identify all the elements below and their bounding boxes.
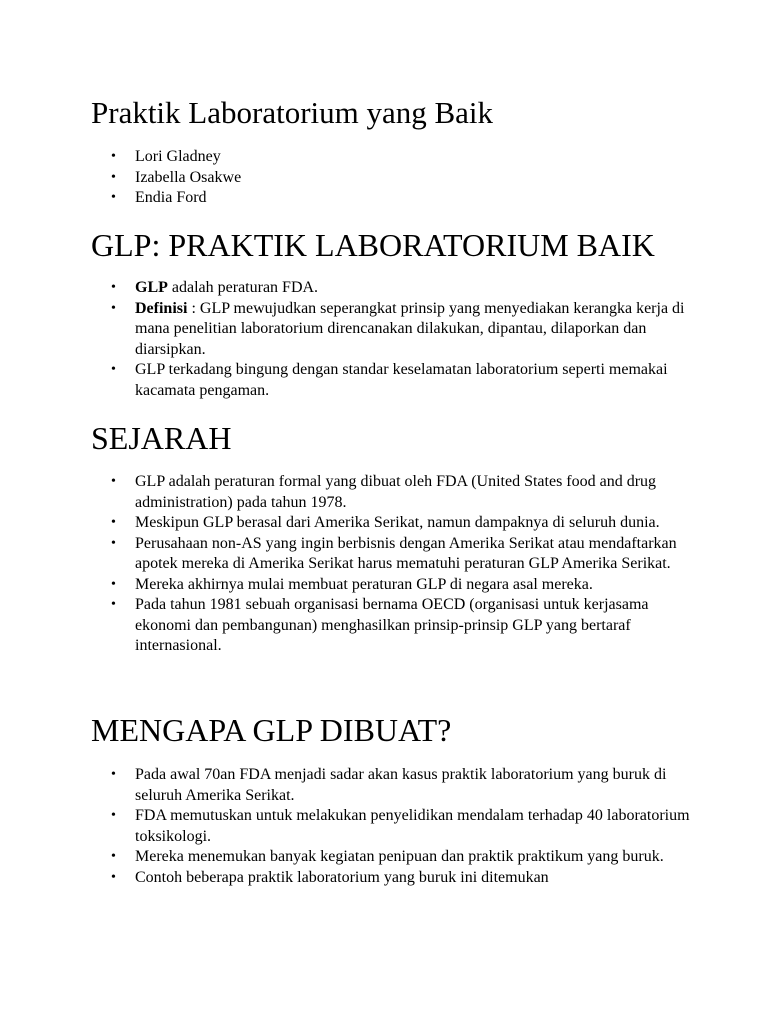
list-item-text: : GLP mewujudkan seperangkat prinsip yang menyediakan kerangka kerja di mana penelitian laboratorium direncanakan dilakukan, dipantau, dilaporkan dan diarsipkan.	[135, 299, 685, 358]
section-heading-glp: GLP: PRAKTIK LABORATORIUM BAIK	[91, 227, 655, 263]
list-item: • FDA memutuskan untuk melakukan penyelidikan mendalam terhadap 40 laboratorium toksikologi.	[91, 806, 691, 847]
mengapa-list	[91, 765, 691, 888]
author-item: • Izabella Osakwe	[91, 168, 241, 189]
list-item: • Meskipun GLP berasal dari Amerika Serikat, namun dampaknya di seluruh dunia.	[91, 513, 691, 534]
list-item	[91, 299, 691, 361]
glp-list	[91, 278, 691, 401]
list-item: • Contoh beberapa praktik laboratorium yang buruk ini ditemukan	[91, 868, 691, 889]
list-item: • GLP adalah peraturan formal yang dibuat oleh FDA (United States food and drug administration) pada tahun 1978.	[91, 472, 691, 513]
list-item: • Pada tahun 1981 sebuah organisasi bernama OECD (organisasi untuk kerjasama ekonomi dan pembangunan) menghasilkan prinsip-prinsip GLP yang bertaraf internasional.	[91, 595, 691, 657]
section-heading-mengapa: MENGAPA GLP DIBUAT?	[91, 712, 452, 748]
list-item: • Mereka menemukan banyak kegiatan penipuan dan praktik praktikum yang buruk.	[91, 847, 691, 868]
list-item: • Perusahaan non-AS yang ingin berbisnis dengan Amerika Serikat atau mendaftarkan apotek mereka di Amerika Serikat harus mematuhi peraturan GLP Amerika Serikat.	[91, 534, 691, 575]
sejarah-list	[91, 472, 691, 657]
list-item: • Mereka akhirnya mulai membuat peraturan GLP di negara asal mereka.	[91, 575, 691, 596]
list-item	[91, 278, 691, 299]
list-item-text: adalah peraturan FDA.	[167, 279, 319, 296]
list-item-lead: Definisi	[135, 299, 188, 317]
list-item: • Pada awal 70an FDA menjadi sadar akan kasus praktik laboratorium yang buruk di seluruh Amerika Serikat.	[91, 765, 691, 806]
list-item-text: GLP terkadang bingung dengan standar keselamatan laboratorium seperti memakai kacamata pengaman.	[135, 361, 668, 399]
author-item: • Lori Gladney	[91, 147, 241, 168]
document-title: Praktik Laboratorium yang Baik	[91, 95, 494, 130]
author-list	[91, 147, 241, 209]
author-item: • Endia Ford	[91, 188, 241, 209]
list-item-lead: GLP	[135, 279, 168, 296]
list-item	[91, 360, 691, 401]
section-heading-sejarah: SEJARAH	[91, 420, 232, 456]
